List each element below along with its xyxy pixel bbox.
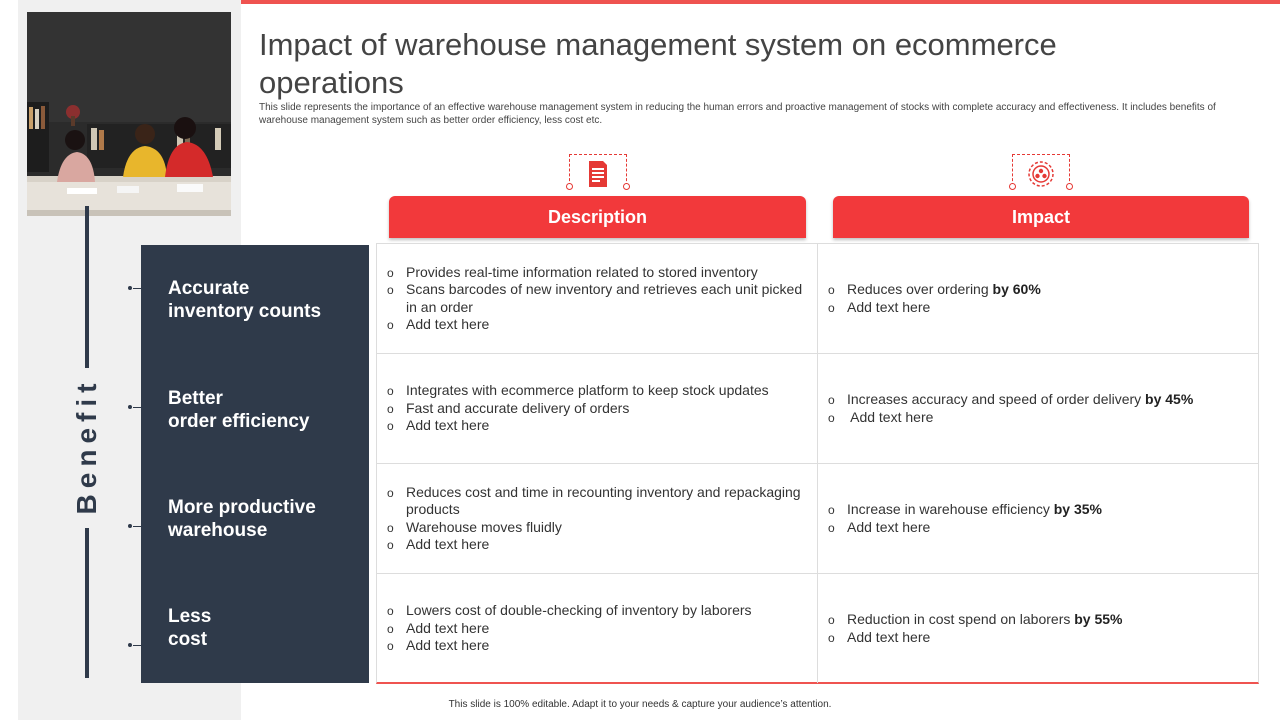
list-item: o Reduces over ordering by 60% <box>828 281 1244 299</box>
list-item: o Add text here <box>387 417 803 435</box>
page-title: Impact of warehouse management system on ecommerce operations <box>259 27 1057 100</box>
list-item: o Add text here <box>828 629 1244 647</box>
list-item: o Add text here <box>828 299 1244 317</box>
description-icon-frame <box>569 154 627 186</box>
benefit-less-cost <box>141 573 369 683</box>
list-item: o Lowers cost of double-checking of inventory by laborers <box>387 602 803 620</box>
benefit-axis-line-top <box>85 206 89 368</box>
list-item: o Increases accuracy and speed of order delivery by 45% <box>828 391 1244 409</box>
list-item: o Integrates with ecommerce platform to keep stock updates <box>387 382 803 400</box>
team-photo <box>27 12 231 216</box>
top-accent-bar <box>241 0 1280 4</box>
list-item: o Warehouse moves fluidly <box>387 519 803 537</box>
document-icon <box>587 159 609 194</box>
description-cell <box>377 574 818 683</box>
page-subtitle: This slide represents the importance of an effective warehouse management system in reducing the human errors and proactive management of stocks with complete accuracy and effectiveness. It includes benefits of warehouse management system such as better order efficiency, less cost etc. <box>259 102 1216 126</box>
benefit-accurate-inventory <box>141 245 369 355</box>
list-item: o Add text here <box>828 409 1244 427</box>
benefit-productive-warehouse <box>141 464 369 573</box>
impact-header: Impact <box>833 196 1249 238</box>
list-item: o Add text here <box>387 620 803 638</box>
benefit-label: Better order efficiency <box>168 387 310 432</box>
benefit-label: More productive warehouse <box>168 496 316 541</box>
list-item: o Scans barcodes of new inventory and retrieves each unit picked in an order <box>387 281 803 316</box>
list-item: o Provides real-time information related to stored inventory <box>387 264 803 282</box>
impact-cell <box>818 244 1258 354</box>
benefit-label: Accurate inventory counts <box>168 278 322 322</box>
list-item: o Reduction in cost spend on laborers by 55% <box>828 611 1244 629</box>
footer-note: This slide is 100% editable. Adapt it to your needs & capture your audience’s attention. <box>448 699 832 710</box>
benefit-order-efficiency <box>141 355 369 464</box>
list-item: o Add text here <box>387 637 803 655</box>
impact-icon-frame <box>1012 154 1070 186</box>
impact-cell <box>818 464 1258 574</box>
list-item: o Fast and accurate delivery of orders <box>387 400 803 418</box>
list-item: o Add text here <box>387 316 803 334</box>
list-item: o Add text here <box>828 519 1244 537</box>
description-cell <box>377 464 818 574</box>
impact-cell <box>818 574 1258 683</box>
description-header: Description <box>389 196 806 238</box>
target-icon <box>1026 159 1056 194</box>
benefit-table <box>376 243 1259 684</box>
impact-cell <box>818 354 1258 464</box>
benefit-label: Less cost <box>168 606 212 650</box>
list-item: o Add text here <box>387 536 803 554</box>
description-cell <box>377 354 818 464</box>
list-item: o Increase in warehouse efficiency by 35% <box>828 501 1244 519</box>
benefit-side-label: Benefit <box>71 377 102 515</box>
description-cell <box>377 244 818 354</box>
benefit-axis-line-bottom <box>85 528 89 678</box>
list-item: o Reduces cost and time in recounting inventory and repackaging products <box>387 484 803 519</box>
